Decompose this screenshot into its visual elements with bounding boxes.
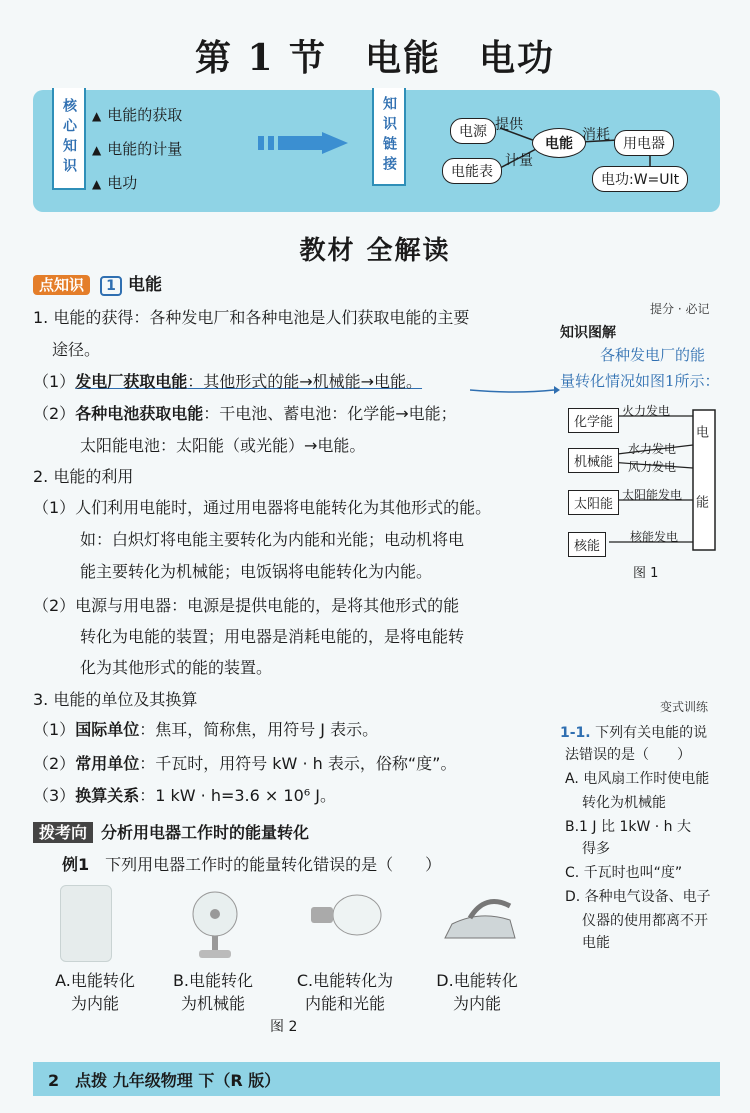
- core-item: ▲ 电能的计量: [92, 140, 183, 158]
- core-item: ▲ 电能的获取: [92, 106, 183, 124]
- figure1-source: 太阳能: [568, 490, 619, 515]
- diagram-label-provide: 提供: [495, 117, 523, 133]
- text-line: 1. 电能的获得：各种发电厂和各种电池是人们获取电能的主要: [33, 308, 470, 327]
- text-line: 转化为电能的装置；用电器是消耗电能的，是将电能转: [80, 627, 465, 646]
- text-line: （3）换算关系：1 kW · h=3.6 × 10⁶ J。: [33, 786, 336, 805]
- option-d: 仪器的使用都离不开: [582, 913, 708, 929]
- diagram-node-center: 电能: [532, 128, 586, 158]
- text-line: （2）各种电池获取电能：干电池、蓄电池：化学能→电能；: [33, 404, 457, 423]
- knowledge-badge: 点知识: [33, 275, 90, 295]
- triangle-icon: ▲: [92, 109, 102, 123]
- figure1-source: 核能: [568, 532, 606, 557]
- option-a: 转化为机械能: [582, 795, 666, 811]
- text-line: （2）电源与用电器：电源是提供电能的，是将其他形式的能: [33, 596, 460, 615]
- page-number: 2: [48, 1071, 60, 1090]
- diagram-node-meter: 电能表: [442, 158, 502, 184]
- side-tag: 提分 · 必记: [650, 302, 710, 316]
- text-line: 途径。: [52, 340, 101, 359]
- diagram-label-measure: 计量: [505, 153, 533, 169]
- text-line: （2）常用单位：千瓦时，用符号 kW · h 表示，俗称“度”。: [33, 754, 457, 773]
- example-line: 例1 下列用电器工作时的能量转化错误的是（ ）: [62, 855, 442, 874]
- core-item: ▲ 电功: [92, 174, 138, 192]
- option-d: 电能: [582, 935, 610, 951]
- core-knowledge-ribbon: 核心知识: [52, 88, 86, 190]
- figure1-plant: 火力发电: [622, 404, 671, 418]
- diagram-node-work: 电功:W=UIt: [592, 166, 688, 192]
- knowledge-number: 1: [100, 276, 122, 296]
- triangle-icon: ▲: [92, 177, 102, 191]
- exam-badge: 拨考向: [33, 822, 93, 843]
- exam-title: 分析用电器工作时的能量转化: [101, 823, 310, 842]
- option-d: D. 各种电气设备、电子: [565, 889, 711, 905]
- knowledge-point-heading: [33, 270, 162, 296]
- example-option-b: B.电能转化 为机械能: [172, 971, 254, 1013]
- text-line: （1）人们利用电能时，通过用电器将电能转化为其他形式的能。: [33, 498, 492, 517]
- figure1-plant: 水力发电: [628, 442, 677, 456]
- question-line: 法错误的是（ ）: [565, 747, 691, 763]
- option-c: C. 千瓦时也叫“度”: [565, 865, 683, 881]
- handwritten-note: 各种发电厂的能: [600, 346, 706, 364]
- section-title: 教材 全解读: [299, 236, 451, 266]
- fan-image: [185, 888, 245, 960]
- option-b: 得多: [582, 841, 610, 857]
- question-line: 1-1. 下列有关电能的说: [560, 725, 708, 741]
- knowledge-link-ribbon: 知识链接: [372, 88, 406, 186]
- text-line: 化为其他形式的能的装置。: [80, 658, 273, 677]
- diagram-node-appliance: 用电器: [614, 130, 674, 156]
- text-line: 能主要转化为机械能；电饭锅将电能转化为内能。: [80, 562, 433, 581]
- example-option-a: A.电能转化 为内能: [55, 971, 135, 1013]
- text-line: （1）发电厂获取电能：其他形式的能→机械能→电能。: [33, 372, 423, 391]
- right-arrow-icon: [258, 132, 348, 154]
- diagram-label-consume: 消耗: [582, 127, 610, 143]
- brand: 点拨: [75, 1071, 108, 1090]
- train-tag: 变式训练: [660, 700, 709, 714]
- side-title: 知识图解: [560, 325, 616, 341]
- footer-text: [48, 1068, 280, 1091]
- figure1-plant: 太阳能发电: [622, 488, 683, 502]
- text-line: 太阳能电池：太阳能（或光能）→电能。: [80, 436, 366, 455]
- example-option-c: C.电能转化为 内能和光能: [296, 971, 394, 1013]
- text-line: 如：白炽灯将电能主要转化为内能和光能；电动机将电: [80, 530, 465, 549]
- option-b: B.1 J 比 1kW · h 大: [565, 819, 691, 835]
- figure1-caption: 图 1: [633, 566, 659, 581]
- exam-heading: [33, 820, 309, 843]
- option-a: A. 电风扇工作时使电能: [565, 771, 710, 787]
- text-line: 2. 电能的利用: [33, 467, 134, 486]
- figure1-source: 机械能: [568, 448, 619, 473]
- figure1-result: 电 能: [693, 425, 708, 530]
- light-bulb-image: [305, 893, 385, 943]
- handwritten-note: 量转化情况如图1所示：: [560, 372, 720, 390]
- pointer-arrow: [470, 382, 560, 402]
- washing-machine-image: [60, 885, 112, 962]
- book-title: 九年级物理 下（R 版）: [112, 1071, 281, 1090]
- figure1-source: 化学能: [568, 408, 619, 433]
- figure1-plant: 核能发电: [630, 530, 679, 544]
- triangle-icon: ▲: [92, 143, 102, 157]
- diagram-node-source: 电源: [450, 118, 496, 144]
- electric-iron-image: [440, 888, 520, 948]
- text-line: 3. 电能的单位及其换算: [33, 690, 198, 709]
- figure2-caption: 图 2: [270, 1019, 298, 1035]
- example-option-d: D.电能转化 为内能: [436, 971, 518, 1013]
- figure1-plant: 风力发电: [628, 460, 677, 474]
- knowledge-title: 电能: [128, 275, 163, 295]
- text-line: （1）国际单位：焦耳，简称焦，用符号 J 表示。: [33, 720, 379, 739]
- page-title: 第 1 节 电能 电功: [194, 37, 556, 79]
